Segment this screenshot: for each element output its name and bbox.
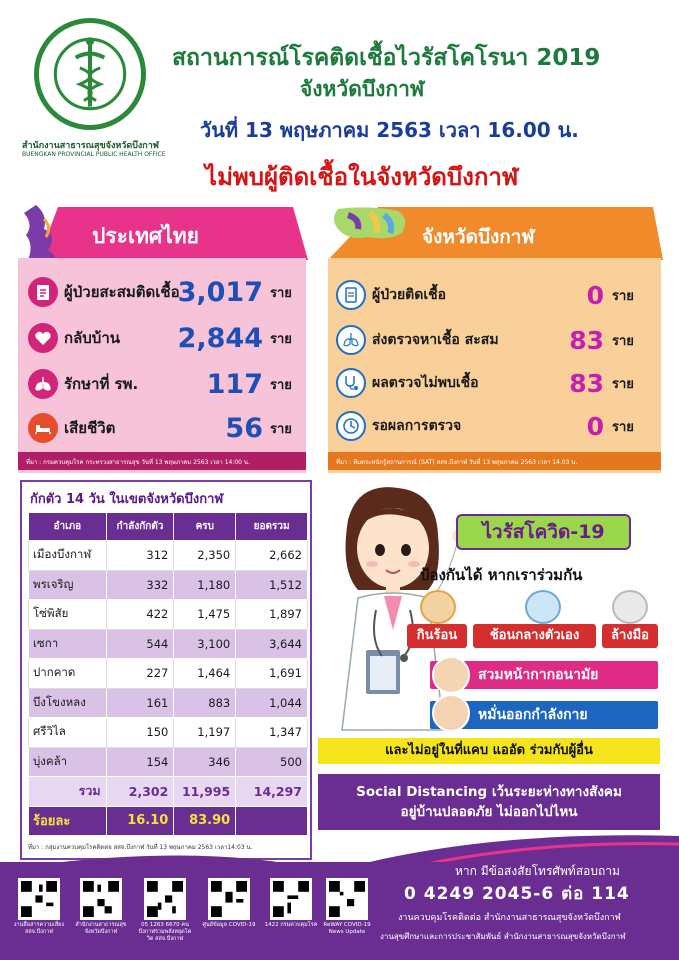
total-cell: 11,995	[174, 777, 236, 807]
qr-item[interactable]	[318, 878, 376, 936]
bk-infected-label: ผู้ป่วยติดเชื้อ	[372, 287, 447, 303]
bk-infected-row	[336, 280, 654, 310]
province-title: จังหวัดบึงกาฬ	[300, 77, 425, 101]
bowl-icon	[420, 590, 456, 624]
qr-item[interactable]	[200, 878, 258, 929]
table-cell: พรเจริญ	[29, 570, 107, 600]
spoon-icon	[525, 590, 561, 624]
buengkan-source: ที่มา : ทีมตระหนักรู้สถานการณ์ (SAT) สสจ.บึงกาฬ วันที่ 13 พฤษภาคม 2563 เวลา 14.03 น.	[328, 452, 661, 470]
qr-caption: งานสื่อสารความเสี่ยง สสจ.บึงกาฬ	[13, 922, 65, 935]
total-cell: 2,302	[106, 777, 174, 807]
bk-negative-value: 83	[569, 368, 604, 398]
total-row	[29, 777, 308, 807]
office-name-th: สำนักงานสาธารณสุขจังหวัดบึงกาฬ	[22, 141, 159, 151]
bk-tested-label: ส่งตรวจหาเชื้อ สะสม	[372, 332, 499, 348]
protect-text: ป้องกันได้ หากเราร่วมกัน	[420, 566, 583, 584]
table-cell: 2,662	[236, 541, 308, 571]
clock-icon	[336, 411, 366, 441]
table-row	[29, 688, 308, 718]
bk-pending-label: รอผลการตรวจ	[372, 418, 462, 434]
bk-tested-unit: ราย	[612, 333, 634, 349]
table-header-row	[29, 513, 308, 541]
th-hospital-row	[28, 369, 300, 399]
moph-logo	[34, 18, 146, 130]
bk-infected-unit: ราย	[612, 288, 634, 304]
table-cell: 544	[106, 629, 174, 659]
qr-caption: 05 1263 6670 คนบึงกาฬรวมพลังหยุดโควิด สสจ.บึงกาฬ	[138, 922, 192, 942]
table-cell: 161	[106, 688, 174, 718]
qr-code-icon	[208, 878, 250, 920]
lungs-icon	[336, 325, 366, 355]
column-header: อำเภอ	[29, 513, 107, 541]
thailand-label: ประเทศไทย	[92, 224, 199, 248]
exercise-bar: หมั่นออกกำลังกาย	[430, 701, 658, 729]
column-header: ครบ	[174, 513, 236, 541]
table-row	[29, 747, 308, 777]
quarantine-source: ที่มา : กลุ่มงานควบคุมโรคติดต่อ สสจ.บึงกาฬ วันที่ 13 พฤษภาคม 2563 เวลา14:03 น.	[28, 844, 253, 851]
bk-tested-row	[336, 325, 654, 355]
th-deaths-unit: ราย	[270, 421, 292, 437]
qr-caption: สำนักงานสาธารณสุข จังหวัดบึงกาฬ	[75, 922, 127, 935]
table-cell: บึงโขงหลง	[29, 688, 107, 718]
th-hospital-label: รักษาที่ รพ.	[64, 375, 139, 393]
bk-tested-value: 83	[569, 325, 604, 355]
contact-intro: หาก มีข้อสงสัยโทรศัพท์สอบถาม	[455, 864, 620, 878]
heart-icon	[28, 323, 58, 353]
table-cell: 1,464	[174, 659, 236, 689]
bk-pending-value: 0	[586, 411, 604, 441]
wash-hands-pill: ล้างมือ	[602, 624, 658, 648]
table-cell: 500	[236, 747, 308, 777]
th-recovered-unit: ราย	[270, 331, 292, 347]
clipboard-icon	[336, 280, 366, 310]
bed-icon	[28, 413, 58, 443]
table-cell: 1,512	[236, 570, 308, 600]
th-infected-row	[28, 277, 300, 307]
table-cell: 1,347	[236, 718, 308, 748]
table-cell: 1,897	[236, 600, 308, 630]
th-deaths-row	[28, 413, 300, 443]
own-spoon-pill: ช้อนกลางตัวเอง	[473, 624, 596, 648]
th-infected-value: 3,017	[177, 276, 263, 308]
column-header: ยอดรวม	[236, 513, 308, 541]
contact-office-2: งานสุขศึกษาและการประชาสัมพันธ์ สำนักงานสาธารณสุขจังหวัดบึงกาฬ	[380, 932, 626, 941]
table-cell: ปากคาด	[29, 659, 107, 689]
th-infected-label: ผู้ป่วยสะสมติดเชื้อ	[64, 283, 180, 301]
percent-cell: 16.10	[106, 806, 174, 836]
bk-pending-row	[336, 411, 654, 441]
bk-negative-row	[336, 368, 654, 398]
page-title: สถานการณ์โรคติดเชื้อไวรัสโคโรนา 2019	[172, 45, 601, 71]
table-cell: 3,100	[174, 629, 236, 659]
table-cell: เซกา	[29, 629, 107, 659]
qr-caption: ReWAY COVID-19 News Update	[323, 922, 371, 935]
percent-cell: 83.90	[174, 806, 236, 836]
percent-label: ร้อยละ	[29, 806, 107, 836]
bk-negative-unit: ราย	[612, 376, 634, 392]
crowd-bar: และไม่อยู่ในที่แคบ แออัด ร่วมกับผู้อื่น	[318, 738, 660, 764]
clipboard-icon	[28, 277, 58, 307]
social-distancing-box	[318, 774, 660, 830]
table-row	[29, 629, 308, 659]
exercise-kid-icon	[432, 694, 470, 732]
thailand-source: ที่มา : กรมควบคุมโรค กระทรวงสาธารณสุข วันที่ 13 พฤษภาคม 2563 เวลา 14:00 น.	[18, 452, 306, 470]
qr-code-icon	[270, 878, 312, 920]
date-time: วันที่ 13 พฤษภาคม 2563 เวลา 16.00 น.	[200, 118, 579, 142]
table-cell: โซ่พิสัย	[29, 600, 107, 630]
qr-code-icon	[80, 878, 122, 920]
handwash-icon	[612, 590, 648, 624]
virus-banner: ไวรัสโควิด-19	[456, 514, 631, 550]
qr-code-icon	[144, 878, 186, 920]
table-cell: บุ่งคล้า	[29, 747, 107, 777]
lungs-icon	[28, 369, 58, 399]
table-cell: เมืองบึงกาฬ	[29, 541, 107, 571]
table-cell: 1,044	[236, 688, 308, 718]
table-cell: 346	[174, 747, 236, 777]
table-cell: 422	[106, 600, 174, 630]
caduceus-icon	[39, 23, 141, 125]
stethoscope-icon	[336, 368, 366, 398]
table-row	[29, 541, 308, 571]
quarantine-table	[28, 512, 308, 836]
th-hospital-value: 117	[206, 368, 263, 400]
table-cell: 1,475	[174, 600, 236, 630]
qr-item[interactable]	[262, 878, 320, 929]
bk-negative-label: ผลตรวจไม่พบเชื้อ	[372, 375, 479, 391]
quarantine-title: กักตัว 14 วัน ในเขตจังหวัดบึงกาฬ	[30, 492, 224, 507]
th-infected-unit: ราย	[270, 285, 292, 301]
mask-bar: สวมหน้ากากอนามัย	[430, 661, 658, 689]
table-cell: 2,350	[174, 541, 236, 571]
qr-item[interactable]	[136, 878, 194, 943]
th-hospital-unit: ราย	[270, 377, 292, 393]
table-row	[29, 600, 308, 630]
th-recovered-label: กลับบ้าน	[64, 329, 120, 347]
buengkan-label: จังหวัดบึงกาฬ	[422, 226, 535, 248]
qr-item[interactable]	[10, 878, 68, 936]
th-deaths-value: 56	[225, 412, 263, 444]
bk-infected-value: 0	[586, 280, 604, 310]
qr-item[interactable]	[72, 878, 130, 936]
table-cell: 3,644	[236, 629, 308, 659]
headline: ไม่พบผู้ติดเชื้อในจังหวัดบึงกาฬ	[205, 163, 519, 191]
total-cell: 14,297	[236, 777, 308, 807]
table-cell: ศรีวิไล	[29, 718, 107, 748]
quarantine-panel	[20, 480, 312, 860]
qr-code-icon	[18, 878, 60, 920]
mask-kid-icon	[432, 656, 470, 694]
table-cell: 883	[174, 688, 236, 718]
th-recovered-value: 2,844	[177, 322, 263, 354]
table-cell: 1,691	[236, 659, 308, 689]
column-header: กำลังกักตัว	[106, 513, 174, 541]
table-cell: 150	[106, 718, 174, 748]
table-cell: 227	[106, 659, 174, 689]
bk-pending-unit: ราย	[612, 419, 634, 435]
eat-hot-pill: กินร้อน	[407, 624, 467, 648]
contact-office-1: งานควบคุมโรคติดต่อ สำนักงานสาธารณสุขจังหวัดบึงกาฬ	[398, 913, 621, 923]
office-name-en: BUENGKAN PROVINCIAL PUBLIC HEALTH OFFICE	[22, 151, 166, 158]
social-distancing-line2: อยู่บ้านปลอดภัย ไม่ออกไปไหน	[400, 804, 578, 820]
qr-caption: ศูนย์ข้อมูล COVID-19	[202, 922, 256, 928]
total-label: รวม	[29, 777, 107, 807]
th-recovered-row	[28, 323, 300, 353]
table-cell: 154	[106, 747, 174, 777]
table-row	[29, 718, 308, 748]
table-row	[29, 659, 308, 689]
table-cell: 312	[106, 541, 174, 571]
social-distancing-line1: Social Distancing เว้นระยะห่างทางสังคม	[356, 784, 622, 800]
table-row	[29, 570, 308, 600]
table-cell: 332	[106, 570, 174, 600]
th-deaths-label: เสียชีวิต	[64, 419, 116, 437]
table-cell: 1,197	[174, 718, 236, 748]
contact-phone[interactable]: 0 4249 2045-6 ต่อ 114	[404, 884, 630, 904]
qr-caption: 1422 กรมควบคุมโรค	[264, 922, 318, 928]
table-cell: 1,180	[174, 570, 236, 600]
qr-code-icon	[326, 878, 368, 920]
